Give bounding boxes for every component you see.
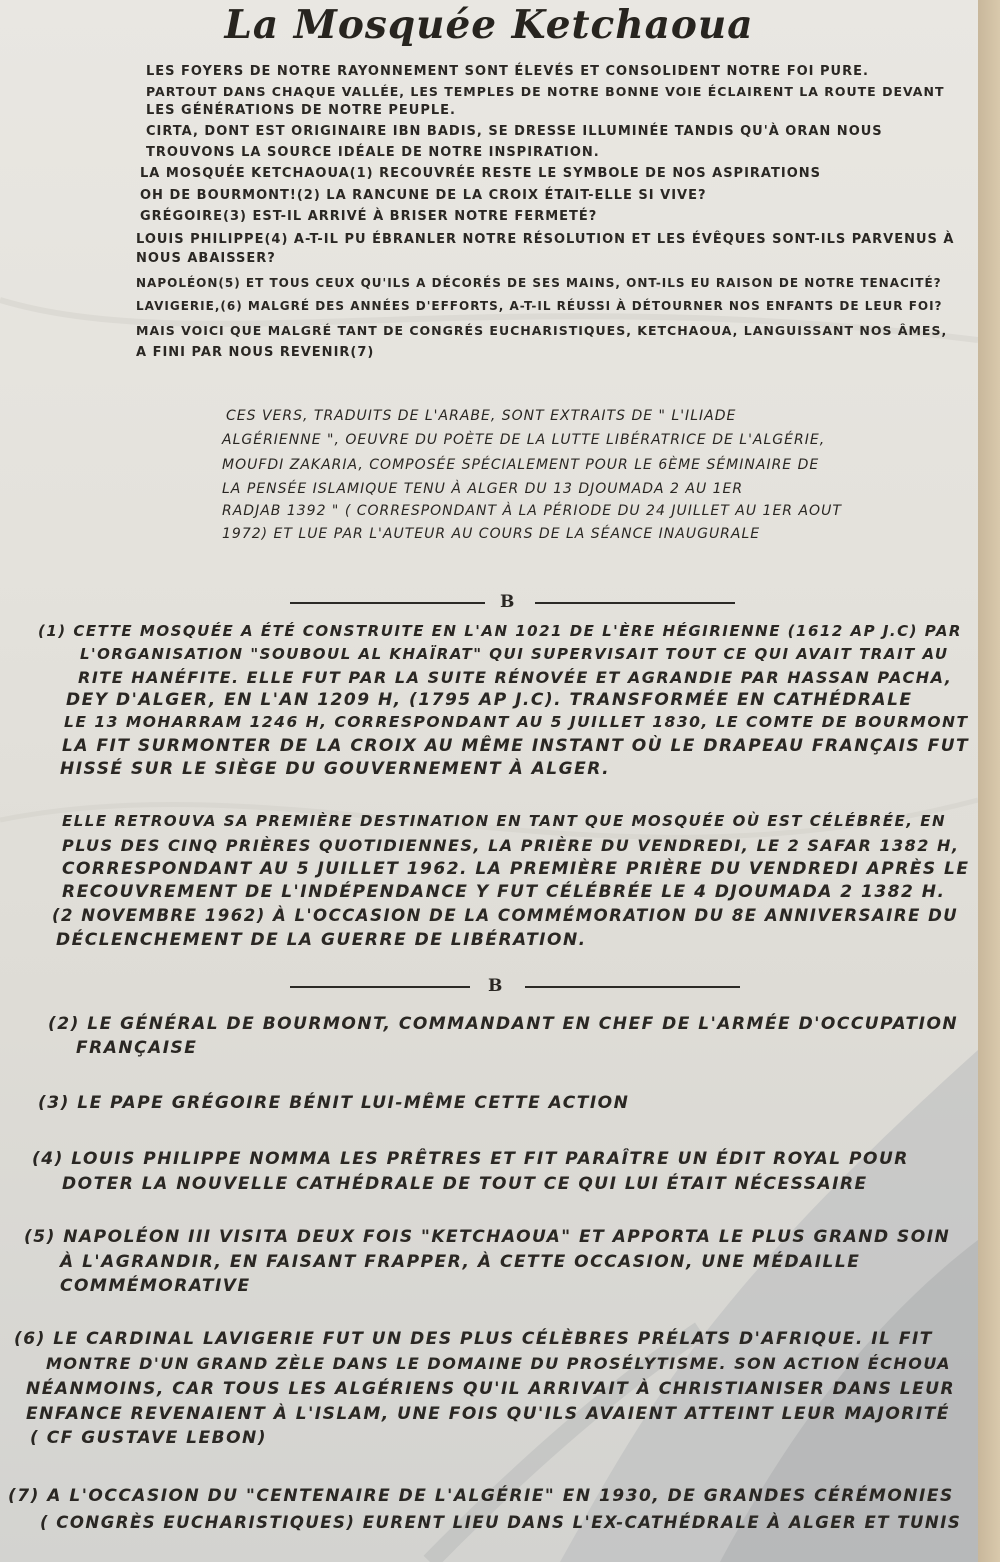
note-line: LA FIT SURMONTER DE LA CROIX AU MÊME INSTANT OÙ LE DRAPEAU FRANÇAIS FUT bbox=[62, 736, 970, 756]
footnote-line: (7) A L'OCCASION DU "CENTENAIRE DE L'ALGÉRIE" EN 1930, DE GRANDES CÉRÉMONIES bbox=[8, 1486, 954, 1506]
note-line: RITE HANÉFITE. ELLE FUT PAR LA SUITE RÉNOVÉE ET AGRANDIE PAR HASSAN PACHA, bbox=[78, 668, 953, 687]
poem-line: LA MOSQUÉE KETCHAOUA(1) RECOUVRÉE RESTE LE SYMBOLE DE NOS ASPIRATIONS bbox=[140, 166, 821, 181]
divider bbox=[290, 976, 740, 996]
note-line: RECOUVREMENT DE L'INDÉPENDANCE Y FUT CÉLÉBRÉE LE 4 DJOUMADA 2 1382 H. bbox=[62, 882, 946, 902]
footnote-line: (2) LE GÉNÉRAL DE BOURMONT, COMMANDANT EN CHEF DE L'ARMÉE D'OCCUPATION bbox=[48, 1014, 959, 1034]
divider-line bbox=[290, 602, 485, 604]
poem-line: NOUS ABAISSER? bbox=[136, 251, 276, 266]
poem-line: NAPOLÉON(5) ET TOUS CEUX QU'ILS A DÉCORÉS DE SES MAINS, ONT-ILS EU RAISON DE NOTRE TENACITÉ? bbox=[136, 276, 942, 290]
poem-line: LAVIGERIE,(6) MALGRÉ DES ANNÉES D'EFFORTS, A-T-IL RÉUSSI À DÉTOURNER NOS ENFANTS DE LEUR FOI? bbox=[136, 299, 943, 313]
note-line: DÉCLENCHEMENT DE LA GUERRE DE LIBÉRATION. bbox=[56, 930, 587, 950]
footnote-line: ( CONGRÈS EUCHARISTIQUES) EURENT LIEU DANS L'EX-CATHÉDRALE À ALGER ET TUNIS bbox=[40, 1513, 962, 1532]
credit-line: CES VERS, TRADUITS DE L'ARABE, SONT EXTRAITS DE " L'ILIADE bbox=[226, 408, 737, 424]
footnote-line: ENFANCE REVENAIENT À L'ISLAM, UNE FOIS QU'ILS AVAIENT ATTEINT LEUR MAJORITÉ bbox=[26, 1404, 950, 1424]
note-line: DEY D'ALGER, EN L'AN 1209 H, (1795 AP J.C). TRANSFORMÉE EN CATHÉDRALE bbox=[66, 690, 913, 710]
divider-ornament: B bbox=[500, 592, 515, 612]
divider bbox=[290, 592, 740, 612]
note-line: L'ORGANISATION "SOUBOUL AL KHAÏRAT" QUI SUPERVISAIT TOUT CE QUI AVAIT TRAIT AU bbox=[80, 645, 949, 663]
note-line: (2 NOVEMBRE 1962) À L'OCCASION DE LA COMMÉMORATION DU 8E ANNIVERSAIRE DU bbox=[52, 906, 959, 925]
note-line: HISSÉ SUR LE SIÈGE DU GOUVERNEMENT À ALGER. bbox=[60, 759, 611, 779]
footnote-line: COMMÉMORATIVE bbox=[60, 1276, 251, 1296]
credit-line: MOUFDI ZAKARIA, COMPOSÉE SPÉCIALEMENT POUR LE 6ÈME SÉMINAIRE DE bbox=[222, 457, 820, 473]
note-line: PLUS DES CINQ PRIÈRES QUOTIDIENNES, LA PRIÈRE DU VENDREDI, LE 2 SAFAR 1382 H, bbox=[62, 836, 960, 855]
note-line: ELLE RETROUVA SA PREMIÈRE DESTINATION EN TANT QUE MOSQUÉE OÙ EST CÉLÉBRÉE, EN bbox=[62, 812, 946, 830]
poem-line: GRÉGOIRE(3) EST-IL ARRIVÉ À BRISER NOTRE FERMETÉ? bbox=[140, 209, 598, 224]
footnote-line: À L'AGRANDIR, EN FAISANT FRAPPER, À CETTE OCCASION, UNE MÉDAILLE bbox=[60, 1252, 861, 1272]
footnote-line: (3) LE PAPE GRÉGOIRE BÉNIT LUI-MÊME CETTE ACTION bbox=[38, 1093, 630, 1113]
divider-line bbox=[525, 986, 740, 988]
poem-line: LES FOYERS DE NOTRE RAYONNEMENT SONT ÉLEVÉS ET CONSOLIDENT NOTRE FOI PURE. bbox=[146, 64, 869, 79]
note-line: LE 13 MOHARRAM 1246 H, CORRESPONDANT AU 5 JUILLET 1830, LE COMTE DE BOURMONT bbox=[64, 713, 969, 731]
divider-line bbox=[290, 986, 470, 988]
note-line: (1) CETTE MOSQUÉE A ÉTÉ CONSTRUITE EN L'AN 1021 DE L'ÈRE HÉGIRIENNE (1612 AP J.C) PAR bbox=[38, 622, 962, 640]
plaque-title: La Mosquée Ketchaoua bbox=[224, 2, 754, 48]
credit-line: LA PENSÉE ISLAMIQUE TENU À ALGER DU 13 DJOUMADA 2 AU 1ER bbox=[222, 481, 744, 497]
poem-line: LOUIS PHILIPPE(4) A-T-IL PU ÉBRANLER NOTRE RÉSOLUTION ET LES ÉVÊQUES SONT-ILS PARVENUS À bbox=[136, 232, 955, 247]
credit-line: RADJAB 1392 " ( CORRESPONDANT À LA PÉRIODE DU 24 JUILLET AU 1ER AOUT bbox=[222, 503, 842, 519]
poem-line: TROUVONS LA SOURCE IDÉALE DE NOTRE INSPIRATION. bbox=[146, 145, 600, 160]
footnote-line: ( CF GUSTAVE LEBON) bbox=[30, 1428, 268, 1448]
poem-line: PARTOUT DANS CHAQUE VALLÉE, LES TEMPLES DE NOTRE BONNE VOIE ÉCLAIRENT LA ROUTE DEVANT bbox=[146, 84, 945, 99]
footnote-line: DOTER LA NOUVELLE CATHÉDRALE DE TOUT CE QUI LUI ÉTAIT NÉCESSAIRE bbox=[62, 1174, 868, 1194]
poem-line: OH DE BOURMONT!(2) LA RANCUNE DE LA CROIX ÉTAIT-ELLE SI VIVE? bbox=[140, 188, 707, 203]
stone-wall-edge bbox=[978, 0, 1000, 1562]
footnote-line: MONTRE D'UN GRAND ZÈLE DANS LE DOMAINE DU PROSÉLYTISME. SON ACTION ÉCHOUA bbox=[46, 1354, 952, 1373]
poem-line: LES GÉNÉRATIONS DE NOTRE PEUPLE. bbox=[146, 103, 456, 118]
poem-line: CIRTA, DONT EST ORIGINAIRE IBN BADIS, SE DRESSE ILLUMINÉE TANDIS QU'À ORAN NOUS bbox=[146, 124, 883, 139]
divider-line bbox=[535, 602, 735, 604]
credit-line: 1972) ET LUE PAR L'AUTEUR AU COURS DE LA SÉANCE INAUGURALE bbox=[222, 526, 761, 542]
poem-line: MAIS VOICI QUE MALGRÉ TANT DE CONGRÉS EUCHARISTIQUES, KETCHAOUA, LANGUISSANT NOS ÂMES, bbox=[136, 323, 948, 338]
footnote-line: (4) LOUIS PHILIPPE NOMMA LES PRÊTRES ET FIT PARAÎTRE UN ÉDIT ROYAL POUR bbox=[32, 1149, 909, 1169]
divider-ornament: B bbox=[488, 976, 503, 996]
footnote-line: FRANÇAISE bbox=[76, 1038, 198, 1058]
footnote-line: NÉANMOINS, CAR TOUS LES ALGÉRIENS QU'IL ARRIVAIT À CHRISTIANISER DANS LEUR bbox=[26, 1379, 956, 1399]
credit-line: ALGÉRIENNE ", OEUVRE DU POÈTE DE LA LUTTE LIBÉRATRICE DE L'ALGÉRIE, bbox=[222, 432, 826, 448]
note-line: CORRESPONDANT AU 5 JUILLET 1962. LA PREMIÈRE PRIÈRE DU VENDREDI APRÈS LE bbox=[62, 859, 970, 879]
footnote-line: (6) LE CARDINAL LAVIGERIE FUT UN DES PLUS CÉLÈBRES PRÉLATS D'AFRIQUE. IL FIT bbox=[14, 1329, 933, 1349]
poem-line: A FINI PAR NOUS REVENIR(7) bbox=[136, 345, 375, 360]
footnote-line: (5) NAPOLÉON III VISITA DEUX FOIS "KETCHAOUA" ET APPORTA LE PLUS GRAND SOIN bbox=[24, 1227, 951, 1247]
